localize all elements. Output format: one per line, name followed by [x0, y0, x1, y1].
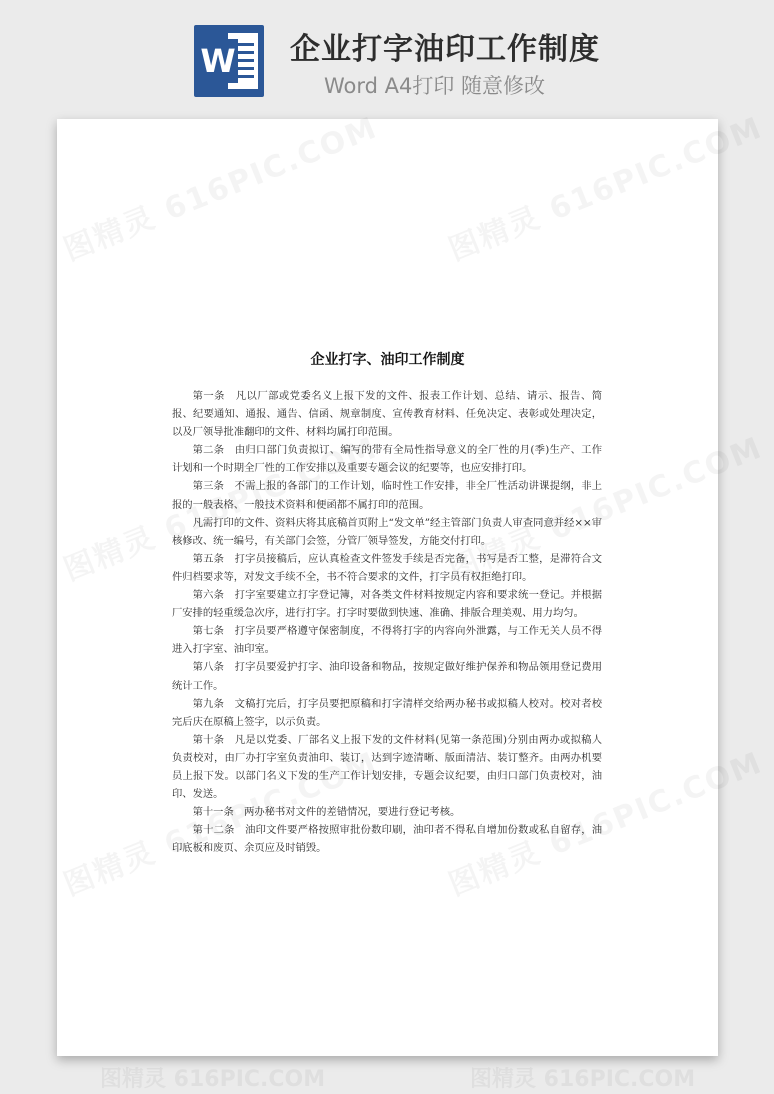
- document-title: 企业打字、油印工作制度: [310, 352, 465, 368]
- document-page: [57, 119, 718, 1056]
- paragraph: 第十条 凡是以党委、厂部名义上报下发的文件材料(见第一条范围)分别由两办或拟稿人负责校对，由厂办打字室负责油印、装订，达到字迹清晰、版面清洁、装订整齐。由两办机要员上报下发。以部门名义下发的生产工作计划安排，专题会议纪要，由归口部门负责校对，油印、发送。: [172, 733, 602, 801]
- watermark: [441, 103, 768, 269]
- page-subtitle: Word A4打印 随意修改: [324, 74, 546, 98]
- paragraph: 第十一条 两办秘书对文件的差错情况，要进行登记考核。: [192, 806, 461, 819]
- paragraph: 凡需打印的文件、资料庆将其底稿首页附上“发文单”经主管部门负责人审查同意并经××审核修改、统一编号，有关部门会签，分管厂领导签发，方能交付打印。: [172, 516, 602, 547]
- document-body: [172, 387, 602, 857]
- paragraph: 第三条 不需上报的各部门的工作计划，临时性工作安排，非全厂性活动讲课提纲，非上报的一般表格、一般技术资料和便函都不属打印的范围。: [172, 480, 602, 511]
- paragraph: 第五条 打字员接稿后，应认真检查文件签发手续是否完备，书写是否工整，是滞符合文件归档要求等，对发文手续不全，书不符合要求的文件，打字员有权拒绝打印。: [172, 552, 602, 583]
- word-document-icon: [194, 25, 264, 97]
- paragraph: 第七条 打字员要严格遵守保密制度，不得将打字的内容向外泄露，与工作无关人员不得进入打字室、油印室。: [172, 625, 602, 656]
- watermark: 图精灵 616PIC.COM: [100, 1067, 326, 1092]
- header: [0, 0, 774, 118]
- word-icon-letter: W: [198, 39, 238, 83]
- paragraph: 第二条 由归口部门负责拟订、编写的带有全局性指导意义的全厂性的月(季)生产、工作计划和一个时期全厂性的工作安排以及重要专题会议的纪要等，也应安排打印。: [172, 444, 602, 475]
- paragraph: 第十二条 油印文件要严格按照审批份数印刷，油印者不得私自增加份数或私自留存，油印底板和废页、余页应及时销毁。: [172, 824, 602, 855]
- paragraph: 第一条 凡以厂部或党委名义上报下发的文件、报表工作计划、总结、请示、报告、简报、纪要通知、通报、通告、信函、规章制度、宣传教育材料、任免决定、表彰或处理决定，以及厂领导批准翻印的文件、材料均属打印范围。: [172, 390, 602, 439]
- paragraph: 第九条 文稿打完后，打字员要把原稿和打字清样交给两办秘书或拟稿人校对。校对者校完后庆在原稿上签字，以示负责。: [172, 697, 602, 728]
- page-title: 企业打字油印工作制度: [290, 32, 600, 67]
- watermark: [56, 103, 383, 269]
- paragraph: 第六条 打字室要建立打字登记簿，对各类文件材料按规定内容和要求统一登记。并根据厂安排的轻重缓急次序，进行打字。打字时要做到快速、准确、排版合理美观、用力均匀。: [172, 589, 602, 620]
- watermark: 图精灵 616PIC.COM: [470, 1067, 696, 1092]
- paragraph: 第八条 打字员要爱护打字、油印设备和物品，按规定做好维护保养和物品领用登记费用统计工作。: [172, 661, 602, 692]
